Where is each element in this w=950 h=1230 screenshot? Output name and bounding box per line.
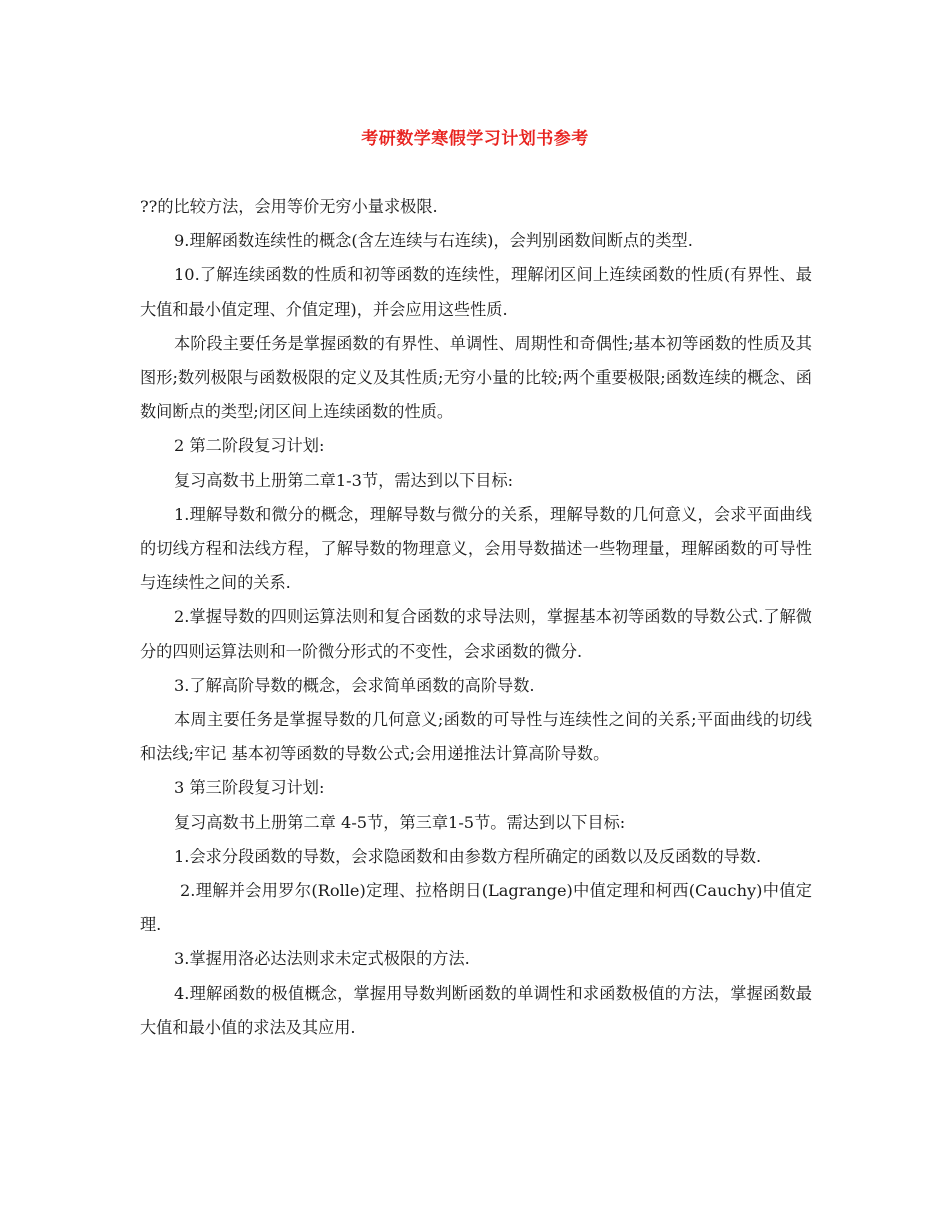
paragraph-1: 9.理解函数连续性的概念(含左连续与右连续)，会判别函数间断点的类型. xyxy=(174,231,693,251)
paragraph-14: 3.掌握用洛必达法则求未定式极限的方法. xyxy=(174,949,470,969)
paragraph-2: 10.了解连续函数的性质和初等函数的连续性，理解闭区间上连续函数的性质(有界性、最大值和最小值定理、介值定理)，并会应用这些性质. xyxy=(140,265,812,319)
paragraph-12: 1.会求分段函数的导数，会求隐函数和由参数方程所确定的函数以及反函数的导数. xyxy=(174,846,762,866)
paragraph-4: 2 第二阶段复习计划: xyxy=(174,436,325,456)
paragraph-9: 本周主要任务是掌握导数的几何意义;函数的可导性与连续性之间的关系;平面曲线的切线和法线;牢记 基本初等函数的导数公式;会用递推法计算高阶导数。 xyxy=(140,710,812,764)
document-body xyxy=(140,190,812,1045)
document-title: 考研数学寒假学习计划书参考 xyxy=(361,129,589,149)
paragraph-5: 复习高数书上册第二章1-3节，需达到以下目标: xyxy=(174,470,514,490)
paragraph-15: 4.理解函数的极值概念，掌握用导数判断函数的单调性和求函数极值的方法，掌握函数最大值和最小值的求法及其应用. xyxy=(140,983,812,1037)
paragraph-8: 3.了解高阶导数的概念，会求简单函数的高阶导数. xyxy=(174,675,535,695)
paragraph-6: 1.理解导数和微分的概念，理解导数与微分的关系，理解导数的几何意义，会求平面曲线的切线方程和法线方程，了解导数的物理意义，会用导数描述一些物理量，理解函数的可导性与连续性之间的关系. xyxy=(140,504,812,593)
paragraph-7: 2.掌握导数的四则运算法则和复合函数的求导法则，掌握基本初等函数的导数公式.了解微分的四则运算法则和一阶微分形式的不变性，会求函数的微分. xyxy=(140,607,812,661)
paragraph-13: 2.理解并会用罗尔(Rolle)定理、拉格朗日(Lagrange)中值定理和柯西(Cauchy)中值定理. xyxy=(140,881,812,935)
paragraph-10: 3 第三阶段复习计划: xyxy=(174,778,325,798)
paragraph-11: 复习高数书上册第二章 4-5节，第三章1-5节。需达到以下目标: xyxy=(174,812,626,832)
paragraph-0: ??的比较方法，会用等价无穷小量求极限. xyxy=(140,197,438,216)
paragraph-3: 本阶段主要任务是掌握函数的有界性、单调性、周期性和奇偶性;基本初等函数的性质及其图形;数列极限与函数极限的定义及其性质;无穷小量的比较;两个重要极限;函数连续的概念、函数间断点的类型;闭区间上连续函数的性质。 xyxy=(140,333,812,422)
